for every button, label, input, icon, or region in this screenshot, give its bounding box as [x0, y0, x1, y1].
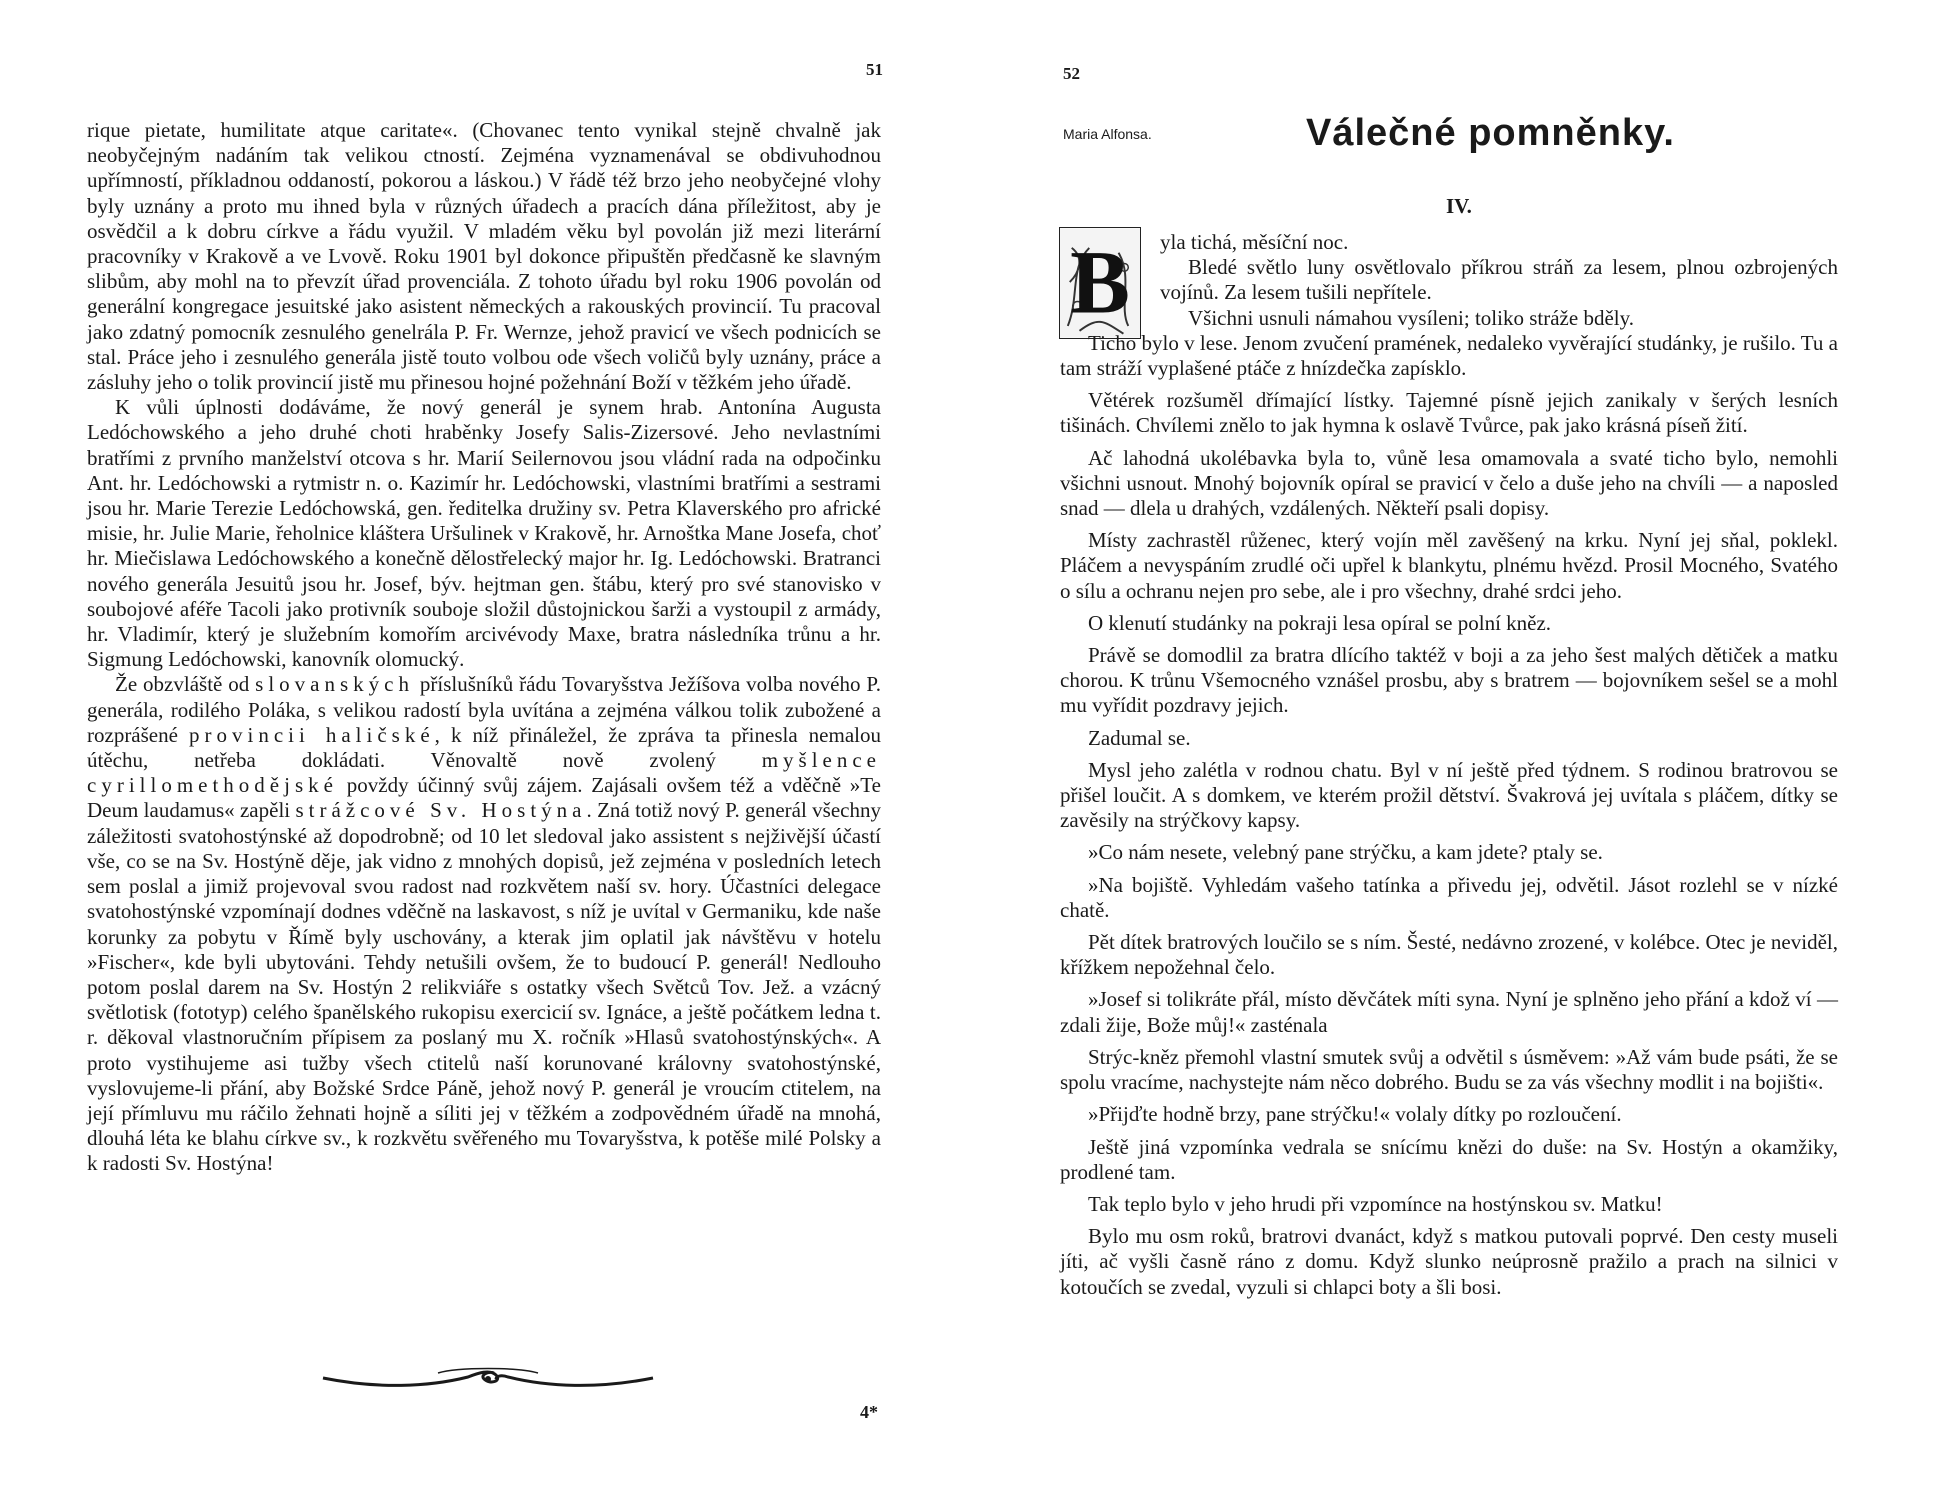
- para3-spaced-4: strážcové Sv. Hostýna: [295, 798, 587, 823]
- right-paragraph-12: »Josef si tolikráte přál, místo děvčátek míti syna. Nyní je splněno jeho přání a kdož ví — zdali žije, Bože můj!« zasténala: [1060, 987, 1838, 1037]
- ornament-flourish-icon: [318, 1363, 658, 1393]
- right-paragraph-15: Ještě jiná vzpomínka vedrala se snícímu knězi do duše: na Sv. Hostýn a okamžiky, prodlené tam.: [1060, 1134, 1838, 1184]
- article-title: Válečné pomněnky.: [1306, 112, 1675, 154]
- right-paragraph-8: Mysl jeho zalétla v rodnou chatu. Byl v ní ještě před týdnem. S rodinou bratrovou se přišel loučit. A s domkem, ve kterém prožil dětství. Švakrová jej uvítala s pláčem, dítky se zavěsily na strýčkovy kapsy.: [1060, 757, 1838, 833]
- para3-text-5: . Zná totiž nový P. generál všechny záležitosti svatohostýnské až dopodrobně; od 10 let sledoval jako assistent s nejživější účastí vše, co se na Sv. Hostýně děje, jak vidno z mnohých dopisů, jež zejména v posledních letech sem poslal a jimiž projevoval svou radost nad rozkvětem naší sv. hory. Účastníci delegace svatohostýnské vzpomínají dodnes vděčně na laskavost, s níž je uvítal v Germaniku, kde naše korunky za pobytu v Římě byly uschovány, a kterak jim oplatil jak návštěvu v hotelu »Fischer«, kde byli ubytováni. Tehdy netušili ovšem, že to budoucí P. generál! Nedlouho potom poslal darem na Sv. Hostýn 2 relikviáře s ostatky všech Světců Tov. Jež. a vzácný světlotisk (fototyp) celého španělského rukopisu exercicií sv. Ignáce, a ještě počátkem ledna t. r. děkoval vlastnoručním přípisem za poslaný mu X. ročník »Hlasů svatohostýnských«. A proto vystihujeme asi tužby všech ctitelů naší korunované královny svatohostýnské, vyslovujeme-li přání, aby Božské Srdce Páně, jehož nový P. generál je vroucím ctitelem, na její přímluvu mu ráčilo žehnati hojně a síliti jej v těžkém a zodpovědném úřadě na mnohá, dlouhá léta ke blahu církve sv., k rozkvětu svěřeného mu Tovaryšstva, k potěše milé Polsky a k radosti Sv. Hostýna!: [87, 798, 881, 1176]
- left-paragraph-2: K vůli úplnosti dodáváme, že nový generál je synem hrab. Antonína Augusta Ledóchowského a jeho druhé choti hraběnky Josefy Salis-Zizersové. Jeho nevlastními bratřími z prvního manželství otcova s hr. Marií Seilernovou jsou vládní rada na odpočinku Ant. hr. Ledóchowski a rytmistr n. o. Kazimír hr. Ledóchowski, vlastními bratřími a sestrami jsou hr. Marie Terezie Ledóchowská, gen. ředitelka družiny sv. Petra Klaverského pro africké misie, hr. Julie Marie, řeholnice kláštera Uršulinek v Krakově, hr. Arnoštka Mane Josefa, choť hr. Miečislawa Ledóchowského a konečně dělostřelecký major hr. Ig. Ledóchowski. Bratranci nového generála Jesuitů jsou hr. Josef, býv. hejtman gen. štábu, který pro své stanovisko v soubojové aféře Tacoli jako protivník souboje složil důstojnickou šarži a vystoupil z armády, hr. Vladimír, který je služebním komořím arcivévody Maxe, bratra následníka trůnu a hr. Sigmung Ledóchowski, kanovník olomucký.: [87, 395, 881, 672]
- lead-line-3: Všichni usnuli námahou vysíleni; toliko stráže bděly.: [1188, 305, 1634, 330]
- right-page: [973, 0, 1946, 1500]
- para3-text-3: , k níž přináležel, že zpráva ta přinesla nemalou útěchu, netřeba dokládati. Věnovaltě nově zvolený: [87, 722, 881, 773]
- page-number-right: 52: [1063, 64, 1080, 83]
- right-paragraph-16: Tak teplo bylo v jeho hrudi při vzpomínce na hostýnskou sv. Matku!: [1088, 1191, 1663, 1216]
- para3-spaced-2: provincii haličské: [189, 722, 435, 747]
- author-name: Maria Alfonsa.: [1063, 126, 1152, 142]
- page-number-left: 51: [866, 60, 883, 79]
- right-body-text: [1060, 230, 1838, 1307]
- para3-spaced-1: slovanských: [255, 672, 414, 697]
- para3-text-1: Že obzvláště od: [115, 672, 256, 697]
- para3-text-2: příslušníků řádu Tovaryšstva Ježíšova volba nového P. generála, rodilého Poláka, s velikou radostí byla uvítána a zejména válkou tolik zubožené a rozprášené: [87, 672, 882, 747]
- section-number: IV.: [1446, 194, 1472, 218]
- right-paragraph-17: Bylo mu osm roků, bratrovi dvanáct, když s matkou putovali poprvé. Den cesty museli jíti, ač vyšli časně ráno z domu. Když slunko neúprosně pražilo a prach na silnici v kotoučích se zvedal, vyzuli si chlapci boty a šli bosi.: [1060, 1224, 1838, 1299]
- left-body-text: [87, 118, 881, 1177]
- signature-mark: 4*: [860, 1402, 878, 1422]
- lead-line-1: yla tichá, měsíční noc.: [1160, 230, 1349, 254]
- right-paragraph-11: Pět dítek bratrových loučilo se s ním. Šesté, nedávno zrozené, v kolébce. Otec je neviděl, křížkem nepožehnal čelo.: [1060, 930, 1838, 980]
- right-paragraph-3: Ač lahodná ukolébavka byla to, vůně lesa omamovala a svaté ticho bylo, nemohli všichni usnout. Mnohý bojovník opíral se pravicí v čelo a duše jeho na chvíli — a naposled snad — dlela u drahých, vzdálených. Někteří psali dopisy.: [1060, 445, 1838, 521]
- right-paragraph-9: »Co nám nesete, velebný pane strýčku, a kam jdete? ptaly se.: [1088, 840, 1603, 865]
- lead-line-2: Bledé světlo luny osvětlovalo příkrou stráň za lesem, plnou ozbrojených vojínů. Za lesem tušili nepřítele.: [1160, 255, 1838, 305]
- right-paragraph-4: Místy zachrastěl růženec, který vojín měl zavěšený na krku. Nyní jej sňal, poklekl. Pláčem a nevyspáním zrudlé oči upřel k blankytu, plnému hvězd. Prosil Mocného, Svatého o sílu a ochranu nejen pro sebe, ale i pro všechny, drahé srdci jeho.: [1060, 528, 1838, 603]
- para3-text-4: povždy účinný svůj zájem. Zajásali ovšem též a vděčně »Te Deum laudamus« zapěli: [87, 773, 881, 823]
- right-paragraph-2: Větérek rozšuměl dřímající lístky. Tajemné písně jejich zanikaly v šerých lesních tišinách. Chvílemi znělo to jak hymna k oslavě Tvůrce, pak jako krásná píseň žití.: [1060, 388, 1838, 438]
- right-paragraph-5: O klenutí studánky na pokraji lesa opíral se polní kněz.: [1088, 610, 1552, 635]
- right-paragraph-1: Ticho bylo v lese. Jenom zvučení pramének, nedaleko vyvěrající studánky, je rušilo. Tu a tam stráží vyplašené ptáče z hnízdečka zapísklo.: [1060, 330, 1838, 381]
- right-paragraph-13: Strýc-kněz přemohl vlastní smutek svůj a odvětil s úsměvem: »Až vám bude psáti, že se spolu vracíme, nachystejte nám něco dobrého. Budu se za vás všechny modlit i na bojišti«.: [1060, 1044, 1838, 1095]
- left-paragraph-3: [87, 672, 881, 1176]
- para3-spaced-3: myšlence cyrillomethodějské: [87, 748, 881, 798]
- left-paragraph-1: rique pietate, humilitate atque caritate«. (Chovanec tento vynikal stejně chvalně jak neobyčejným nadáním tak velikou ctností. Zejména vyznamenával se obdivuhodnou upřímností, příkladnou oddaností, pokorou a láskou.) V řádě též brzo jeho neobyčejné vlohy byly uznány a proto mu ihned byla v různých úřadech a pracích dána příležitost, aby je osvědčil a k dobru církve a řádu využil. V mladém věku byl povolán již mezi literární pracovníky v Krakově a ve Lvově. Roku 1901 byl dokonce připuštěn předčasně ke slavným slibům, aby mohl na to převzít úřad provenciála. Z tohoto úřadu byl roku 1906 povolán od generální kongregace jesuitské jako asistent německých a rakouských provincií. Tu pracoval jako zdatný pomocník zesnulého genelrála P. Fr. Wernze, jehož pravicí ve všech podnicích se stal. Práce jeho i zesnulého generála jistě touto volbou ode všech voličů byly uznány, práce a zásluhy jeho o tolik provincií jistě mu přinesou hojné požehnání Boží v těžkém jeho úřadě.: [87, 118, 881, 395]
- right-paragraph-10: »Na bojiště. Vyhledám vašeho tatínka a přivedu jej, odvětil. Jásot rozlehl se v nízké chatě.: [1060, 872, 1838, 922]
- right-paragraph-7: Zadumal se.: [1088, 725, 1191, 750]
- right-paragraph-6: Právě se domodlil za bratra dlícího taktéž v boji a za jeho šest malých dětiček a matku chorou. K trůnu Všemocného vznášel prosbu, aby s bratrem — bojovníkem sešel se a mohl mu vyřídit pozdravy jejich.: [1060, 643, 1838, 718]
- right-paragraph-14: »Přijďte hodně brzy, pane strýčku!« volaly dítky po rozloučení.: [1088, 1102, 1622, 1127]
- drop-cap-text: B: [1070, 233, 1130, 333]
